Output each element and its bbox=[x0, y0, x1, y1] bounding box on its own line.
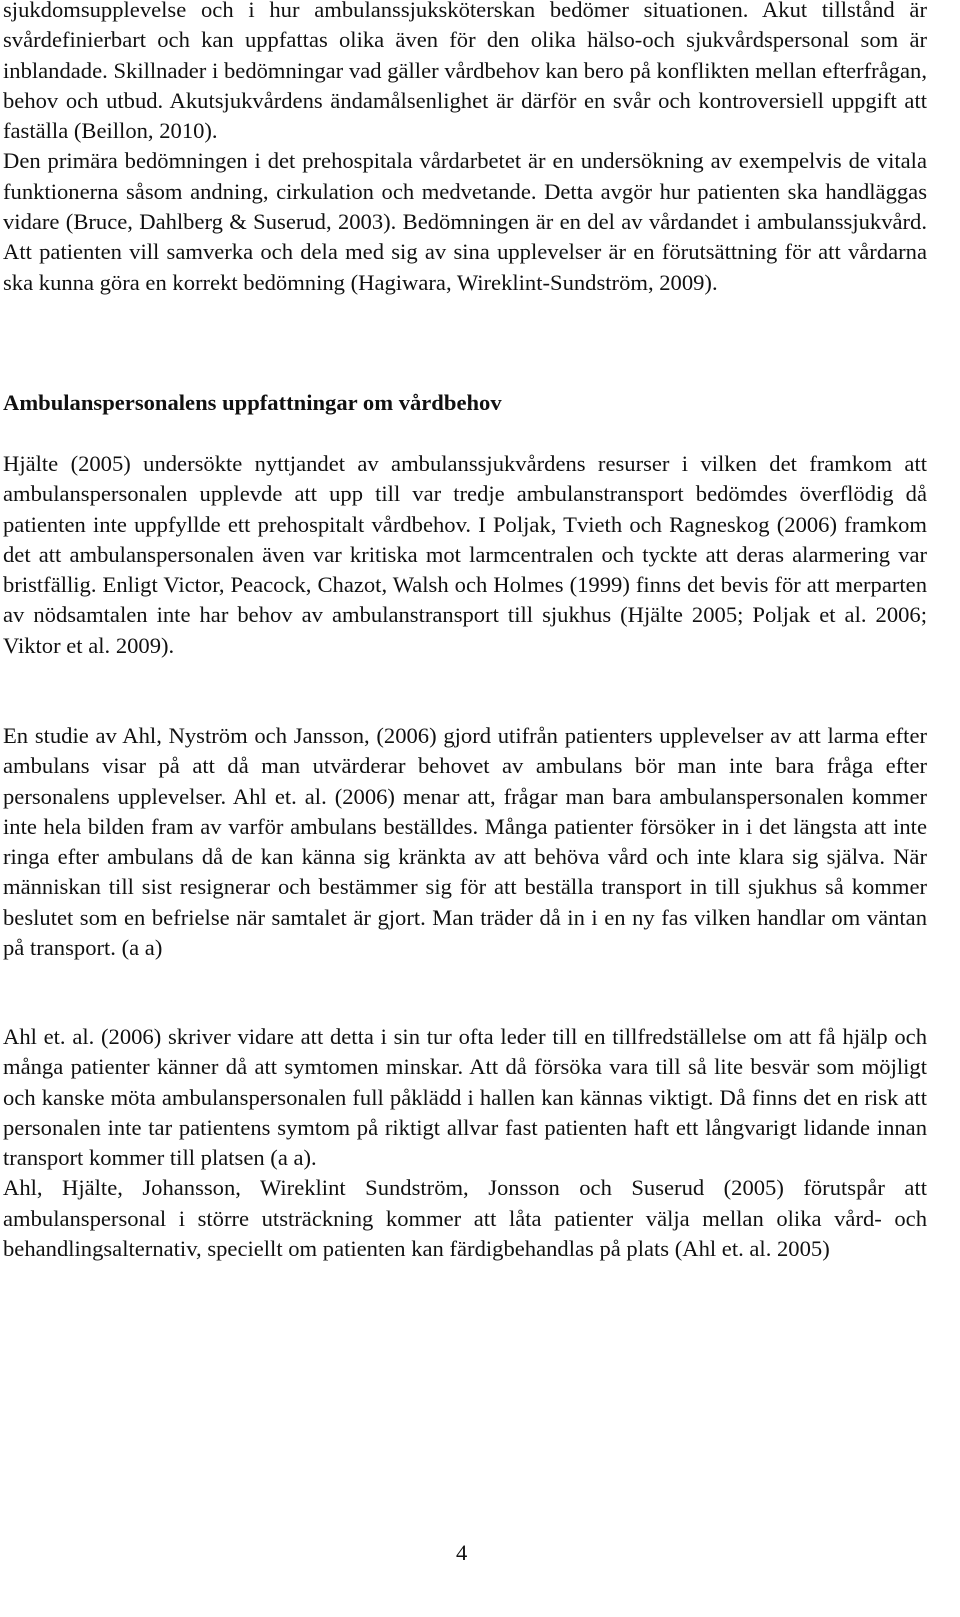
paragraph-hjalte-study: Hjälte (2005) undersökte nyttjandet av ambulanssjukvårdens resurser i vilken det framkom att ambulanspersonalen upplevde att upp till var tredje ambulanstransport bedömdes överflödig då patienten inte uppfyllde ett prehospitalt vårdbehov. I Poljak, Tvieth och Ragneskog (2006) framkom det att ambulanspersonalen även var kritiska mot larmcentralen och tyckte att deras alarmering var bristfällig. Enligt Victor, Peacock, Chazot, Walsh och Holmes (1999) finns det bevis för att merparten av nödsamtalen inte har behov av ambulanstransport till sjukhus (Hjälte 2005; Poljak et al. 2006; Viktor et al. 2009). bbox=[3, 451, 927, 658]
section-text-block bbox=[3, 449, 927, 661]
page-number: 4 bbox=[456, 1540, 468, 1565]
section-text-block bbox=[3, 1022, 927, 1264]
paragraph-acute-care-assessment: sjukdomsupplevelse och i hur ambulanssjuksköterskan bedömer situationen. Akut tillstånd är svårdefinierbart och kan uppfattas olika även för den olika hälso-och sjukvårdspersonal som är inblandade. Skillnader i bedömningar vad gäller vårdbehov kan bero på konflikten mellan efterfrågan, behov och utbud. Akutsjukvårdens ändamålsenlighet är därför en svår och kontroversiell uppgift att faställa (Beillon, 2010). bbox=[3, 0, 927, 144]
paragraph-ahl-continued: Ahl et. al. (2006) skriver vidare att detta i sin tur ofta leder till en tillfredställelse om att få hjälp och många patienter känner då att symtomen minskar. Att då försöka vara till så lite besvär som möjligt och kanske möta ambulanspersonalen full påklädd i hallen kan kännas viktigt. Då finns det en risk att personalen inte tar patientens symtom på riktigt allvar fast patienten haft ett långvarigt lidande innan transport kommer till platsen (a a). bbox=[3, 1024, 927, 1171]
paragraph-ahl-forecast: Ahl, Hjälte, Johansson, Wireklint Sundström, Jonsson och Suserud (2005) förutspår att ambulanspersonal i större utsträckning kommer att låta patienter välja mellan olika vård- och behandlingsalternativ, speciellt om patienten kan färdigbehandlas på plats (Ahl et. al. 2005) bbox=[3, 1175, 927, 1262]
intro-text-block bbox=[3, 0, 927, 298]
section-heading: Ambulanspersonalens uppfattningar om vårdbehov bbox=[3, 390, 502, 415]
paragraph-ahl-study: En studie av Ahl, Nyström och Jansson, (2006) gjord utifrån patienters upplevelser av att larma efter ambulans visar på att då man utvärderar behovet av ambulans bör man inte bara fråga efter personalens upplevelser. Ahl et. al. (2006) menar att, frågar man bara ambulanspersonalen kommer inte hela bilden fram av varför ambulans beställdes. Många patienter försöker in i det längsta att inte ringa efter ambulans då de kan känna sig kränkta av att behöva vård och inte klara sig själva. När människan till sist resignerar och bestämmer sig för att beställa transport in till sjukhus så kommer beslutet som en befrielse när samtalet är gjort. Man träder då in i en ny fas vilken handlar om väntan på transport. (a a) bbox=[3, 723, 927, 961]
paragraph-primary-assessment: Den primära bedömningen i det prehospitala vårdarbetet är en undersökning av exempelvis de vitala funktionerna såsom andning, cirkulation och medvetande. Detta avgör hur patienten ska handläggas vidare (Bruce, Dahlberg & Suserud, 2003). Bedömningen är en del av vårdandet i ambulanssjukvård. Att patienten vill samverka och dela med sig av sina upplevelser är en förutsättning för att vårdarna ska kunna göra en korrekt bedömning (Hagiwara, Wireklint-Sundström, 2009). bbox=[3, 148, 927, 295]
section-text-block bbox=[3, 721, 927, 963]
